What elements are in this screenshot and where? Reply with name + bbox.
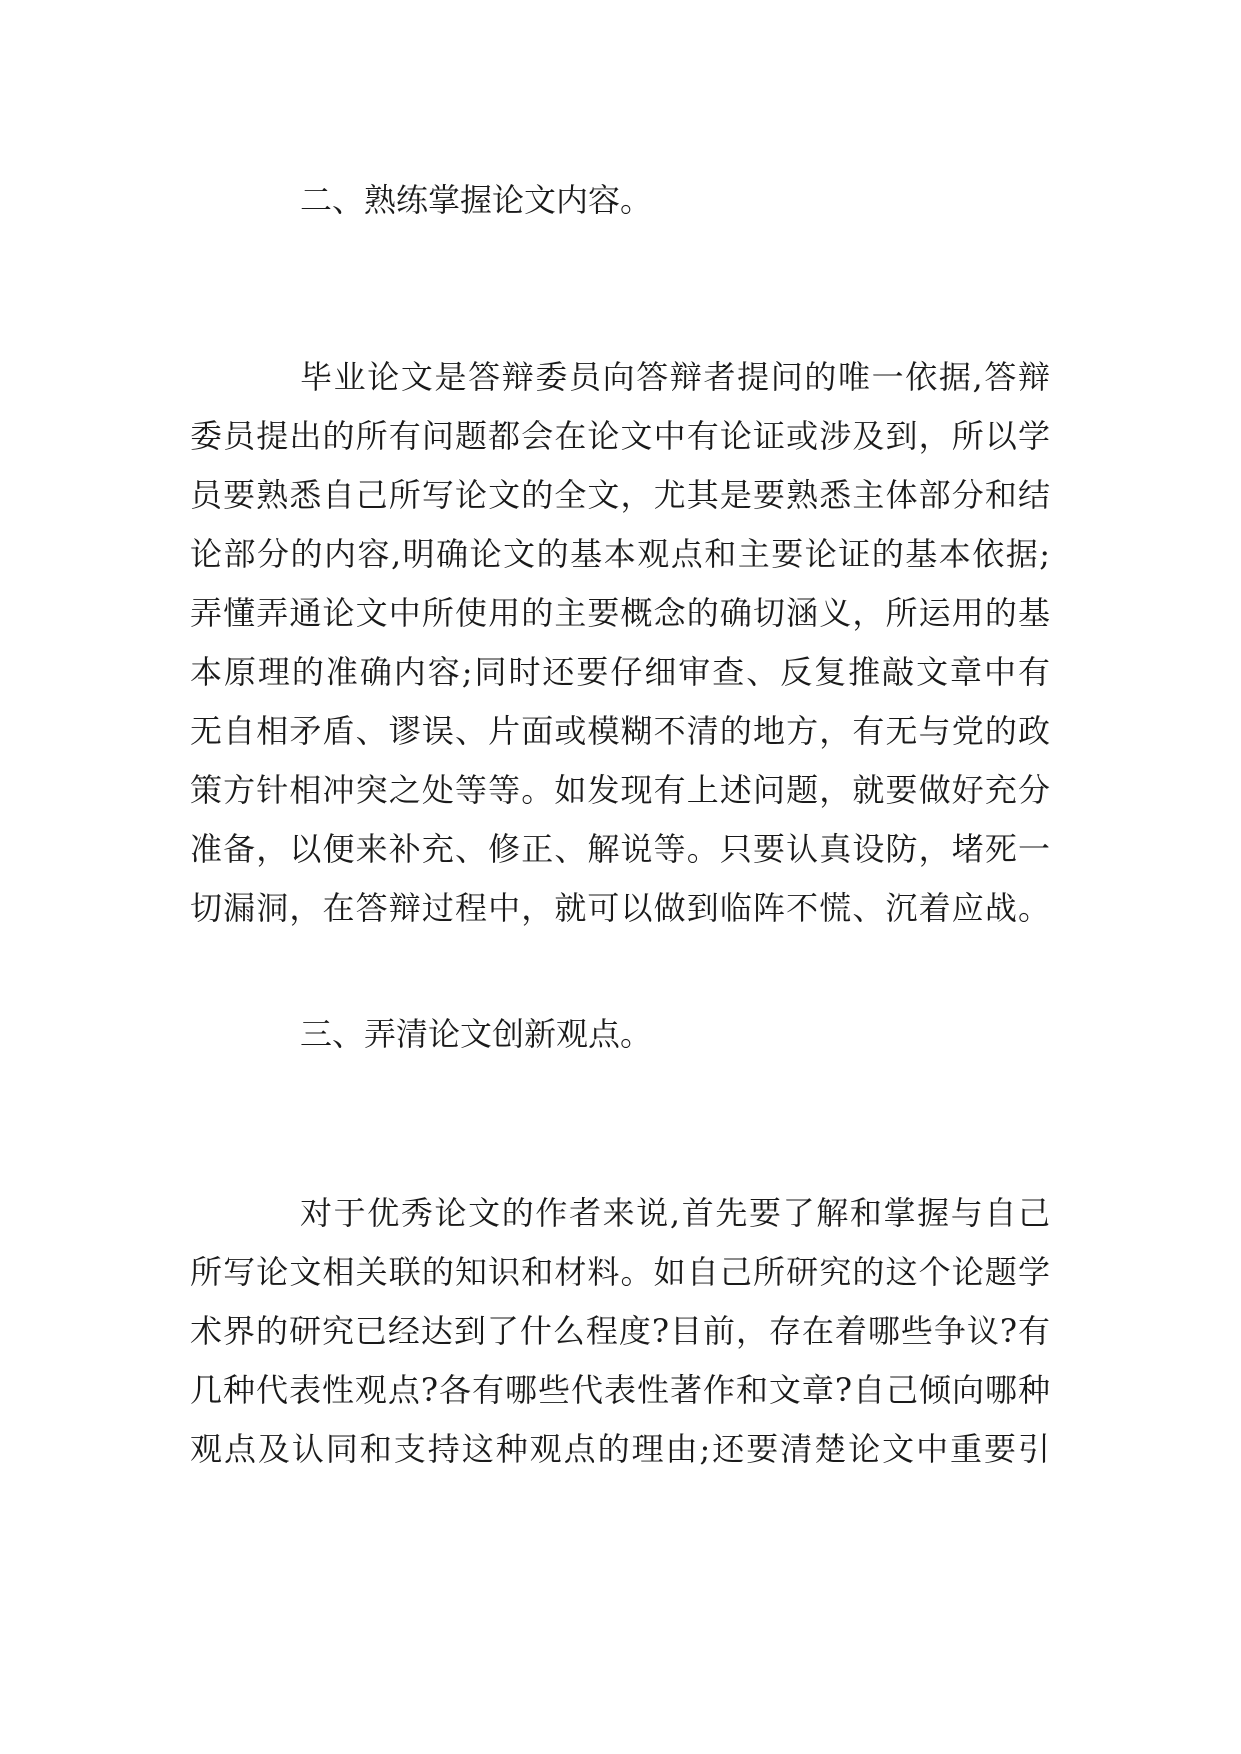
paragraph-line: 所写论文相关联的知识和材料。如自己所研究的这个论题学 <box>190 1253 1050 1291</box>
paragraph-line: 员要熟悉自己所写论文的全文，尤其是要熟悉主体部分和结 <box>190 476 1050 514</box>
paragraph-line: 无自相矛盾、谬误、片面或模糊不清的地方，有无与党的政 <box>190 712 1050 750</box>
paragraph-line: 对于优秀论文的作者来说,首先要了解和掌握与自己 <box>300 1194 1050 1232</box>
paragraph-line: 切漏洞，在答辩过程中，就可以做到临阵不慌、沉着应战。 <box>190 889 1050 927</box>
paragraph <box>190 1184 1050 1479</box>
section-heading: 二、熟练掌握论文内容。 <box>300 181 653 219</box>
paragraph-line: 毕业论文是答辩委员向答辩者提问的唯一依据,答辩 <box>300 358 1050 396</box>
paragraph-line: 策方针相冲突之处等等。如发现有上述问题，就要做好充分 <box>190 771 1050 809</box>
paragraph-line: 几种代表性观点?各有哪些代表性著作和文章?自己倾向哪种 <box>190 1371 1050 1409</box>
paragraph-line: 术界的研究已经达到了什么程度?目前，存在着哪些争议?有 <box>190 1312 1050 1350</box>
paragraph <box>190 348 1050 938</box>
paragraph-line: 准备，以便来补充、修正、解说等。只要认真设防，堵死一 <box>190 830 1050 868</box>
section-heading: 三、弄清论文创新观点。 <box>300 1015 653 1053</box>
paragraph-line: 论部分的内容,明确论文的基本观点和主要论证的基本依据; <box>190 535 1050 573</box>
paragraph-line: 观点及认同和支持这种观点的理由;还要清楚论文中重要引 <box>190 1430 1050 1468</box>
paragraph-line: 本原理的准确内容;同时还要仔细审查、反复推敲文章中有 <box>190 653 1050 691</box>
paragraph-line: 弄懂弄通论文中所使用的主要概念的确切涵义，所运用的基 <box>190 594 1050 632</box>
paragraph-line: 委员提出的所有问题都会在论文中有论证或涉及到，所以学 <box>190 417 1050 455</box>
